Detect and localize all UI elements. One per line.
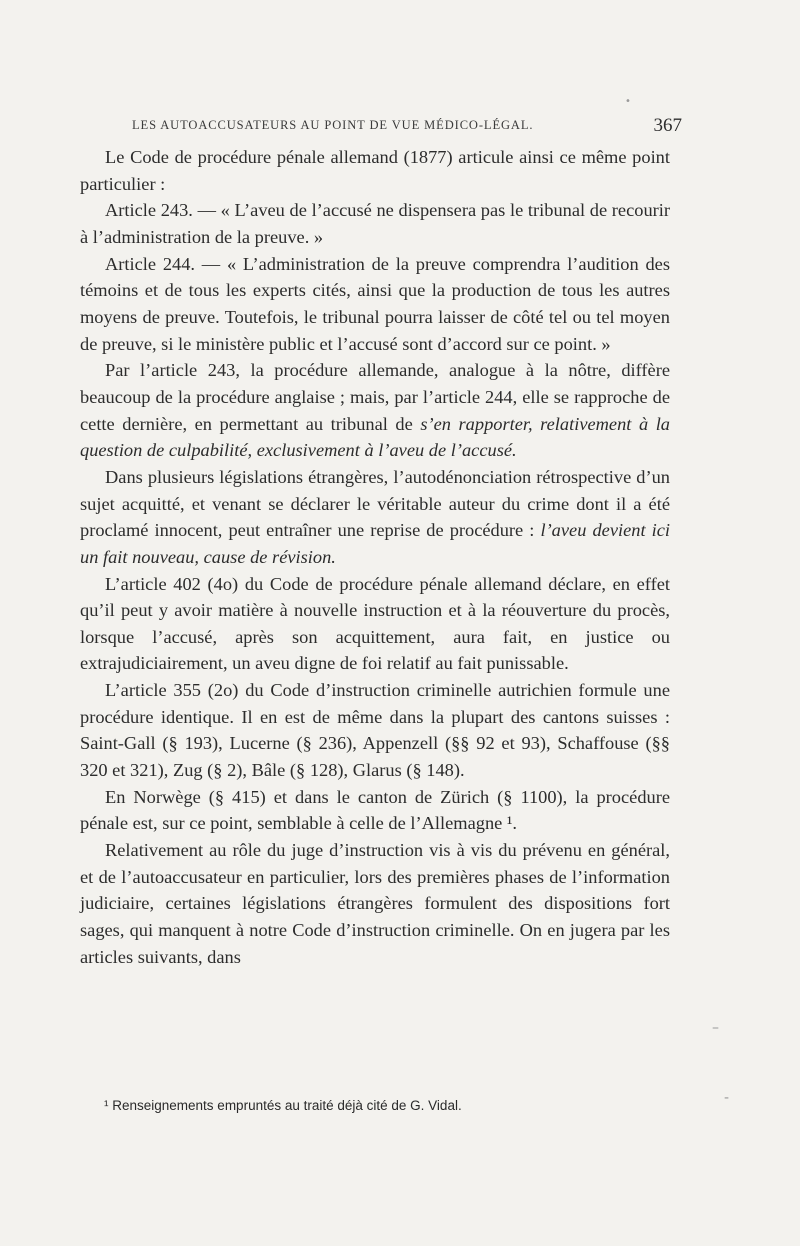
- main-text: [80, 144, 670, 970]
- running-title: LES AUTOACCUSATEURS AU POINT DE VUE MÉDICO-LÉGAL.: [132, 118, 534, 132]
- margin-tick: -: [724, 1090, 730, 1106]
- footnote: ¹ Renseignements empruntés au traité déjà cité de G. Vidal.: [104, 1098, 462, 1113]
- paragraph: Le Code de procédure pénale allemand (1877) articule ainsi ce même point particulier :: [80, 147, 670, 194]
- margin-dot: •: [625, 96, 631, 107]
- paragraph: L’article 355 (2o) du Code d’instruction criminelle autrichien formule une procédure identique. Il en est de même dans la plupart des cantons suisses : Saint-Gall (§ 193), Lucerne (§ 236), Appenzell (§§ 92 et 93), Schaffouse (§§ 320 et 321), Zug (§ 2), Bâle (§ 128), Glarus (§ 148).: [80, 680, 670, 781]
- paragraph-text: Dans plusieurs législations étrangères, l’autodénonciation rétrospective d’un sujet acquitté, et venant se déclarer le véritable auteur du crime dont il a été proclamé innocent, peut entraîner une reprise de procédure :: [80, 466, 670, 541]
- paragraph: Relativement au rôle du juge d’instruction vis à vis du prévenu en général, et de l’autoaccusateur en particulier, lors des premières phases de l’information judiciaire, certaines législations étrangères formulent des dispositions fort sages, qui manquent à notre Code d’instruction criminelle. On en jugera par les articles suivants, dans: [80, 840, 670, 967]
- italic-emphasis: s’en rapporter, relativement à la question de culpabilité, exclusivement à l’aveu de l’accusé.: [80, 413, 670, 461]
- paragraph: [80, 464, 670, 571]
- running-header: [132, 115, 682, 138]
- paragraph-article-243: Article 243. — « L’aveu de l’accusé ne dispensera pas le tribunal de recourir à l’administration de la preuve. »: [80, 200, 670, 247]
- italic-emphasis: l’aveu devient ici un fait nouveau, cause de révision.: [80, 520, 670, 567]
- paragraph-text: Par l’article 243, la procédure allemande, analogue à la nôtre, diffère beaucoup de la procédure anglaise ; mais, par l’article 244, elle se rapproche de cette dernière, en permettant au tribunal de: [80, 360, 670, 434]
- margin-dash: –: [712, 1020, 719, 1036]
- page-number: 367: [653, 115, 682, 136]
- paragraph: [80, 357, 670, 464]
- paragraph: L’article 402 (4o) du Code de procédure pénale allemand déclare, en effet qu’il peut y avoir matière à nouvelle instruction et à la réouverture du procès, lorsque l’accusé, après son acquittement, aura fait, en justice ou extrajudiciairement, un aveu digne de foi relatif au fait punissable.: [80, 573, 670, 674]
- paragraph-article-244: Article 244. — « L’administration de la preuve comprendra l’audition des témoins et de tous les experts cités, ainsi que la production de tous les autres moyens de preuve. Toutefois, le tribunal pourra laisser de côté tel ou tel moyen de preuve, si le ministère public et l’accusé sont d’accord sur ce point. »: [80, 253, 670, 354]
- paragraph: En Norwège (§ 415) et dans le canton de Zürich (§ 1100), la procédure pénale est, sur ce point, semblable à celle de l’Allemagne ¹.: [80, 786, 670, 834]
